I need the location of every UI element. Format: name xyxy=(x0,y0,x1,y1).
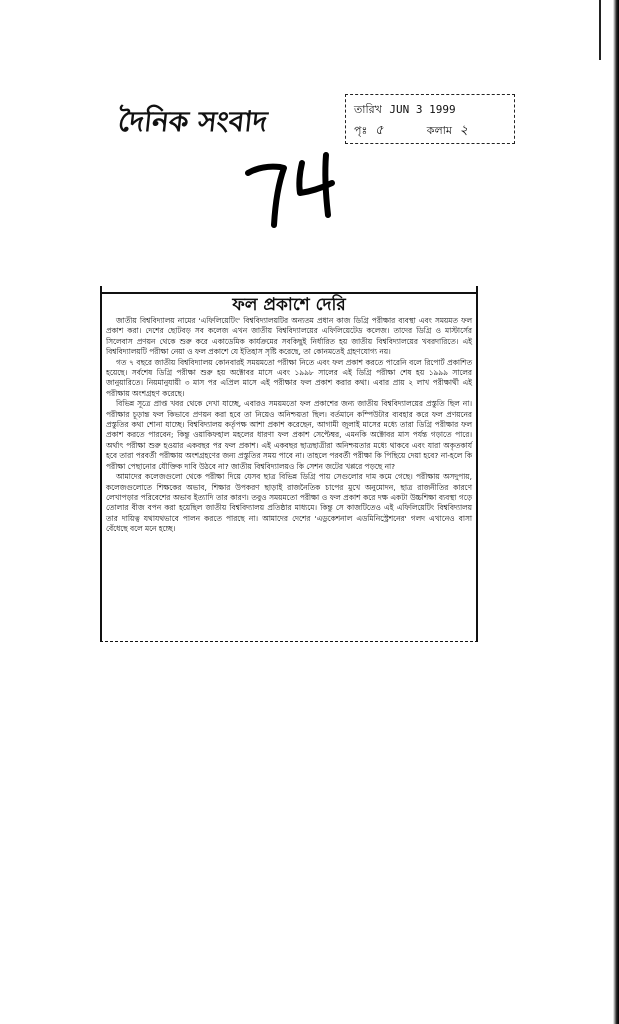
article-paragraph: বিভিন্ন সূত্রে প্রাপ্ত খবর থেকে দেখা যাচ্ছে, এবারও সময়মতো ফল প্রকাশের জন্য জাতীয় বিশ্ববিদ্যালয়ের প্রস্তুতি ছিল না। পরীক্ষার চূড়ান্ত ফল কিভাবে প্রণয়ন করা হবে তা নিয়েও অনিশ্চয়তা ছিল। বর্তমানে কম্পিউটার ব্যবহার করে ফল প্রণয়নের প্রস্তুতির কথা শোনা যাচ্ছে। বিশ্ববিদ্যালয় কর্তৃপক্ষ আশা প্রকাশ করেছেন, আগামী জুলাই মাসের মধ্যে তারা ডিগ্রি পরীক্ষার ফল প্রকাশ করতে পারবেন; কিন্তু ওয়াকিফহাল মহলের ধারণা ফল প্রকাশ সেপ্টেম্বর, এমনকি অক্টোবর মাস পর্যন্ত গড়াতে পারে। অর্থাৎ পরীক্ষা শুরু হওয়ার একবছর পর ফল প্রকাশ। এই একবছর ছাত্রছাত্রীরা অনিশ্চয়তার মধ্যে থাকবে এবং যারা অকৃতকার্য হবে তারা পরবর্তী পরীক্ষায় অংশগ্রহণের জন্য প্রস্তুতির সময় পাবে না। তাহলে পরবর্তী পরীক্ষা কি পিছিয়ে দেয়া হবে? না-হলে কি পরীক্ষা পেছানোর যৌক্তিক দাবি উঠবে না? জাতীয় বিশ্ববিদ্যালয়ও কি সেশন জটের খপ্পরে পড়ছে না? xyxy=(106,399,472,471)
stamp-page-label: পৃঃ xyxy=(354,124,368,137)
stamp-date-value: JUN 3 1999 xyxy=(389,103,456,116)
stamp-date-row xyxy=(354,101,456,120)
newspaper-masthead: দৈনিক সংবাদ xyxy=(116,105,270,138)
article-body xyxy=(106,316,472,535)
handwritten-number-74 xyxy=(240,135,350,230)
article-paragraph: গত ৭ বছরে জাতীয় বিশ্ববিদ্যালয় কোনবারই সময়মতো পরীক্ষা নিতে এবং ফল প্রকাশ করতে পারেনি বলে রিপোর্ট প্রকাশিত হয়েছে। সর্বশেষ ডিগ্রি পরীক্ষা শুরু হয় অক্টোবর মাসে এবং ১৯৯৮ সালের এই ডিগ্রি পরীক্ষা শেষ হয় ১৯৯৯ সালের জানুয়ারিতে। নিয়মানুযায়ী ৩ মাস পর এপ্রিল মাসে এই পরীক্ষার ফল প্রকাশ করার কথা। এবার প্রায় ২ লাখ পরীক্ষার্থী এই পরীক্ষায় অংশগ্রহণ করেছে। xyxy=(106,357,472,398)
article-paragraph: আমাদের কলেজগুলো থেকে পরীক্ষা দিয়ে যেসব ছাত্র বিভিন্ন ডিগ্রি পায় সেগুলোর দাম কমে গেছে। পরীক্ষায় অসদুপায়, কলেজগুলোতে শিক্ষকের অভাব, শিক্ষার উপকরণ ছাড়াই রাজনৈতিক চাপের মুখে অনুমোদন, ছাত্র রাজনীতির কারণে লেখাপড়ার পরিবেশের অভাব ইত্যাদি তার কারণ। তবুও সময়মতো পরীক্ষা ও ফল প্রকাশ করে দক্ষ একটা উচ্চশিক্ষা ব্যবস্থা গড়ে তোলার বীজ বপন করা হয়েছিল জাতীয় বিশ্ববিদ্যালয় প্রতিষ্ঠার মাধ্যমে। কিন্তু সে কাজটিতেও এই এফিলিয়েটিং বিশ্ববিদ্যালয় তার দায়িত্ব যথাযথভাবে পালন করতে পারছে না। আমাদের দেশের 'এডুকেশনাল এডমিনিস্ট্রেশনের' গলদ এখানেও বাসা বেঁধেছে বলে মনে হচ্ছে। xyxy=(106,472,472,534)
stamp-page-row xyxy=(354,121,468,142)
archive-stamp xyxy=(345,94,515,144)
stamp-page-value: ৫ xyxy=(374,123,384,138)
article-paragraph: জাতীয় বিশ্ববিদ্যালয় নামের 'এফিলিয়েটিং' বিশ্ববিদ্যালয়টির অন্যতম প্রধান কাজ ডিগ্রি পরীক্ষার ব্যবস্থা এবং সময়মত ফল প্রকাশ করা। দেশের ছোটবড় সব কলেজ এখন জাতীয় বিশ্ববিদ্যালয়ের এফিলিয়েটেড কলেজ। তাদের ডিগ্রি ও মাস্টার্সের সিলেবাস প্রণয়ন থেকে শুরু করে একাডেমিক কার্যক্রমের সবকিছুই নির্ধারিত হয় জাতীয় বিশ্ববিদ্যালয়ের খবরদারিতে। এই বিশ্ববিদ্যালয়টি পরীক্ষা নেয়া ও ফল প্রকাশে যে ইতিহাস সৃষ্টি করেছে, তা কোনমতেই গ্রহণযোগ্য নয়। xyxy=(106,316,472,357)
article-clipping xyxy=(100,286,478,642)
stamp-column-value: ২ xyxy=(459,123,468,138)
scan-edge-shadow xyxy=(613,0,619,1024)
stamp-date-label: তারিখ xyxy=(354,103,382,116)
stamp-column-label: কলাম xyxy=(426,124,452,137)
scan-edge-mark xyxy=(599,0,601,60)
clipping-bottom-edge xyxy=(100,641,478,642)
article-headline: ফল প্রকাশে দেরি xyxy=(232,295,346,315)
